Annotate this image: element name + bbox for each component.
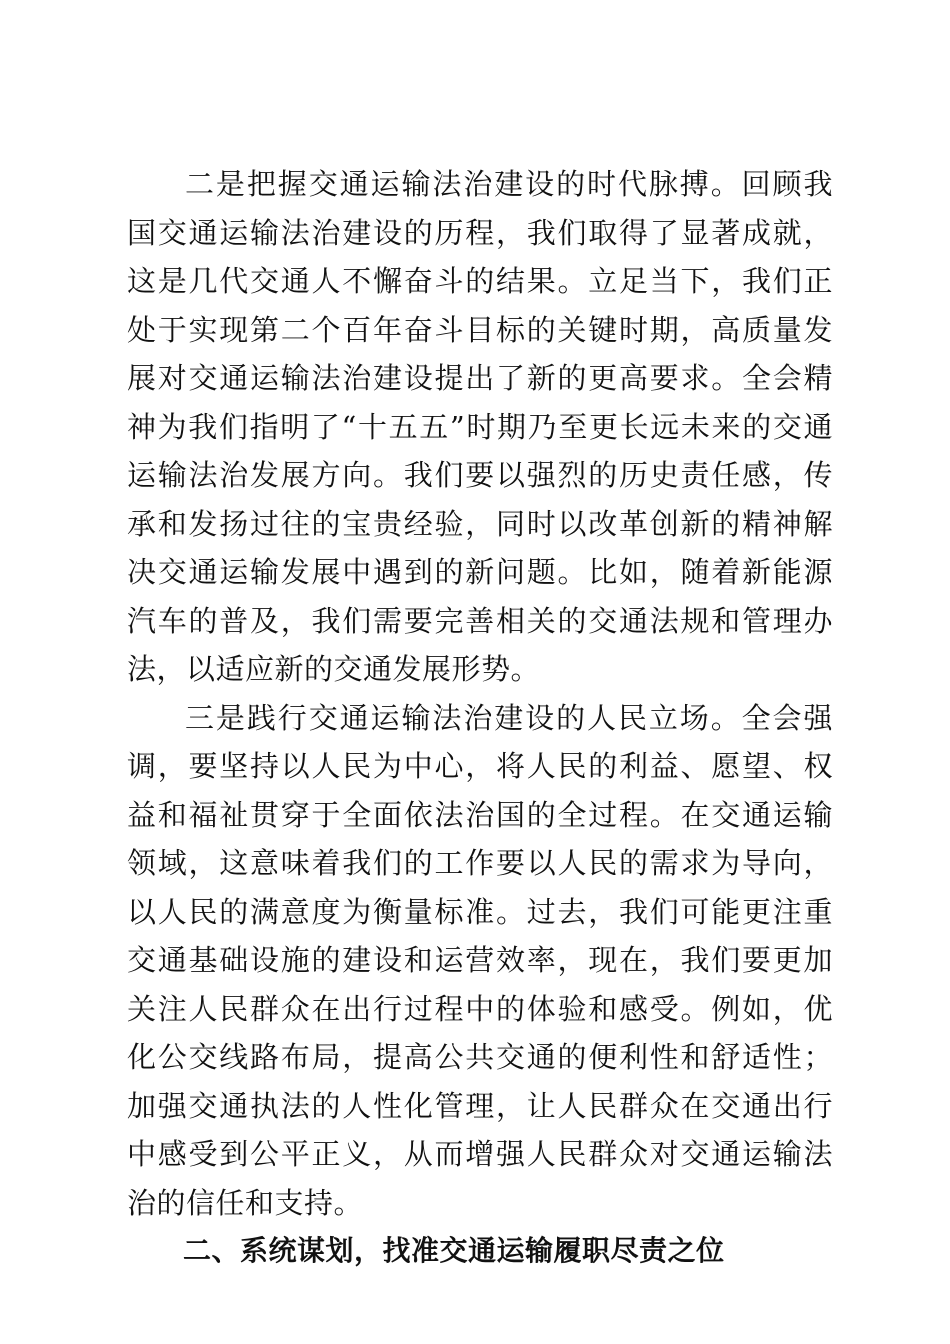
document-body — [127, 160, 833, 1276]
paragraph-2: 二是把握交通运输法治建设的时代脉搏。回顾我国交通运输法治建设的历程，我们取得了显著成就，这是几代交通人不懈奋斗的结果。立足当下，我们正处于实现第二个百年奋斗目标的关键时期，高质量发展对交通运输法治建设提出了新的更高要求。全会精神为我们指明了“十五五”时期乃至更长远未来的交通运输法治发展方向。我们要以强烈的历史责任感，传承和发扬过往的宝贵经验，同时以改革创新的精神解决交通运输发展中遇到的新问题。比如，随着新能源汽车的普及，我们需要完善相关的交通法规和管理办法，以适应新的交通发展形势。 — [127, 167, 833, 686]
paragraph-3: 三是践行交通运输法治建设的人民立场。全会强调，要坚持以人民为中心，将人民的利益、愿望、权益和福祉贯穿于全面依法治国的全过程。在交通运输领域，这意味着我们的工作要以人民的需求为导向，以人民的满意度为衡量标准。过去，我们可能更注重交通基础设施的建设和运营效率，现在，我们要更加关注人民群众在出行过程中的体验和感受。例如，优化公交线路布局，提高公共交通的便利性和舒适性；加强交通执法的人性化管理，让人民群众在交通出行中感受到公平正义，从而增强人民群众对交通运输法治的信任和支持。 — [127, 700, 833, 1220]
section-heading: 二、系统谋划，找准交通运输履职尽责之位 — [183, 1234, 725, 1267]
